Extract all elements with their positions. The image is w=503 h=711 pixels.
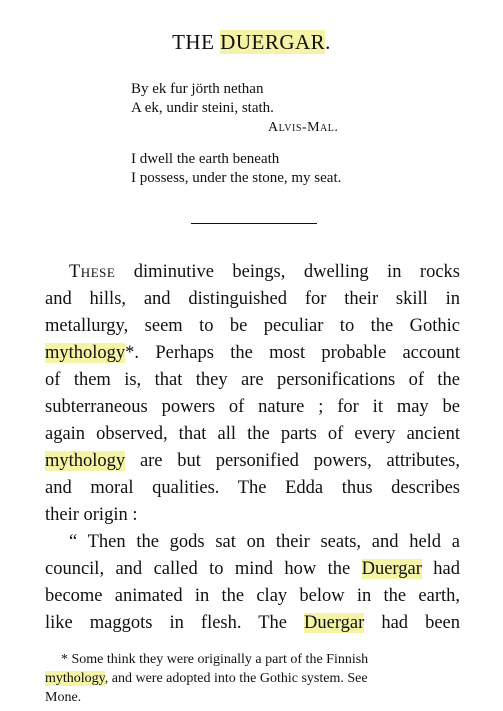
body-text-run: are but personified powers, attributes, [125,451,460,471]
body-text-run: *. Perhaps the most probable account [125,343,460,363]
body-line [45,340,460,367]
body-line: become animated in the clay below in the earth, [45,586,460,606]
body-text-run: diminutive beings, dwelling in rocks [115,262,460,282]
body-text-run: had been [364,613,460,633]
body-text [45,259,460,637]
title-suffix: . [325,30,331,54]
body-text-run: had [421,559,460,579]
body-line: and hills, and distinguished for their skill in [45,289,460,309]
section-divider [191,223,317,224]
highlight-term: mythology [45,671,105,686]
footnote-line [45,669,460,688]
body-line [45,610,460,637]
body-line: of them is, that they are personifications of the [45,370,460,390]
highlight-term: mythology [45,451,126,471]
highlight-term: mythology [45,343,126,363]
body-line [45,448,460,475]
title-highlight: DUERGAR [220,30,326,54]
epigraph-original [131,80,274,118]
footnote-line: Mone. [45,690,82,705]
title-prefix: THE [172,30,221,54]
epigraph-line: I possess, under the stone, my seat. [131,170,342,186]
body-line: subterraneous powers of nature ; for it may be [45,397,460,417]
body-line: and moral qualities. The Edda thus describes [45,478,460,498]
lead-word: These [69,262,116,282]
footnote [45,650,460,707]
page-title [0,30,503,55]
body-line: their origin : [45,505,138,525]
footnote-text-run: , and were adopted into the Gothic system. See [104,671,368,686]
highlight-term: Duergar [361,559,422,579]
body-text-run: like maggots in flesh. The [45,613,305,633]
epigraph-attribution: Alvis-Mal. [268,120,339,135]
body-line: again observed, that all the parts of every ancient [45,424,460,444]
body-line: “ Then the gods sat on their seats, and held a [69,532,460,552]
footnote-line: * Some think they were originally a part of the Finnish [61,652,369,667]
epigraph-translation [131,150,341,188]
epigraph-line: I dwell the earth beneath [131,151,280,167]
body-line [45,556,460,583]
highlight-term: Duergar [304,613,365,633]
body-line: metallurgy, seem to be peculiar to the Gothic [45,316,460,336]
body-line [45,259,460,286]
epigraph-line: A ek, undir steini, stath. [131,100,274,116]
body-text-run: council, and called to mind how the [45,559,362,579]
epigraph-line: By ek fur jörth nethan [131,81,264,97]
